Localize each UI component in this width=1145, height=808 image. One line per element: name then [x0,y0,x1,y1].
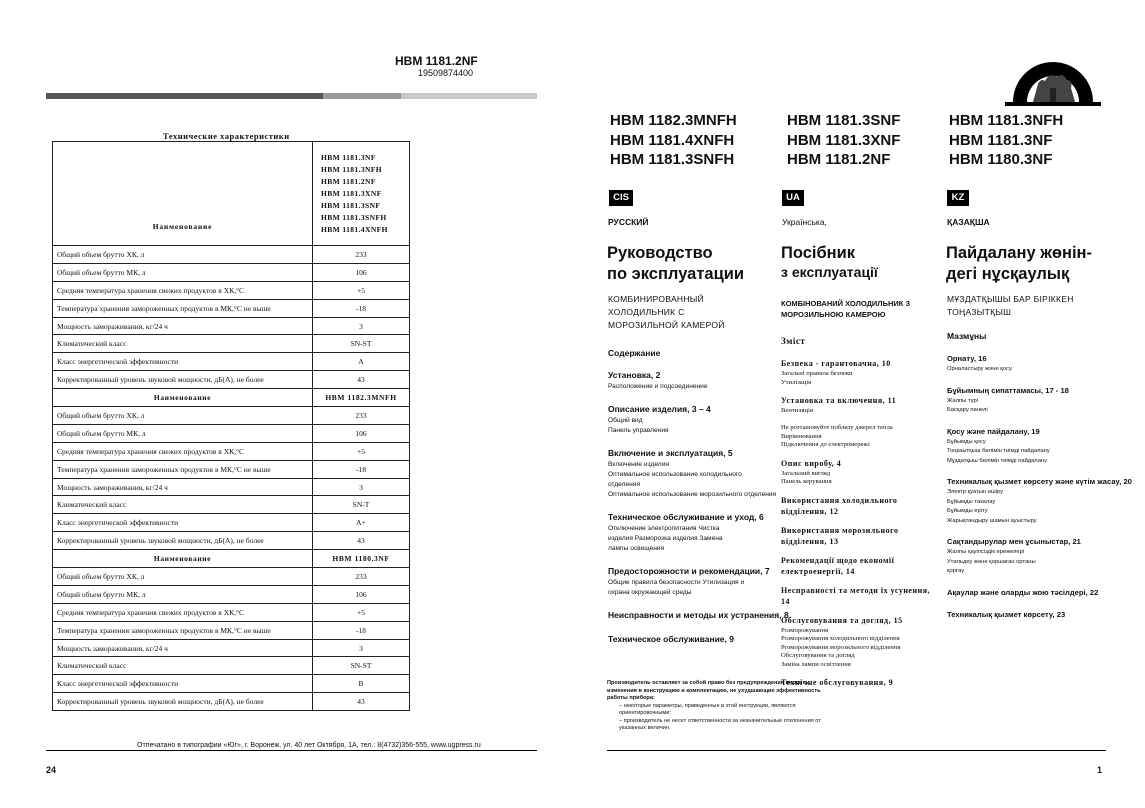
name-header-cell: Наименование [53,389,313,407]
model-name: HBM 1181.2NF [787,151,891,168]
toc-section-title: Включение и эксплуатация, 5 [608,448,733,458]
model-header-cell: HBM 1182.3MNFH [313,389,410,407]
table-row [53,675,410,693]
page-number-left: 24 [46,765,57,775]
contents-title-ru: Содержание [608,348,661,358]
toc-section-title: Техническое обслуживание, 9 [608,634,734,644]
toc-item: Басқару панелі [947,407,988,413]
table-row [53,371,410,389]
model-name: HBM 1181.3XNF [321,188,382,198]
toc-item: Вентиляція [781,407,813,414]
spec-label: Класс энергетической эффективности [53,514,313,532]
header-bar-light [401,93,537,99]
subtitle-line: ХОЛОДИЛЬНИК С [608,307,685,317]
model-name: HBM 1181.3NF [949,131,1053,149]
tag-ua: UA [782,190,804,206]
table-row [53,568,410,586]
spec-value: 233 [313,568,410,586]
spec-value: 106 [313,263,410,281]
language-ru: РУССКИЙ [608,217,649,227]
toc-section-title: Технічне обслуговування, 9 [781,678,894,687]
table-row [53,263,410,281]
toc-item: отделения [608,481,641,488]
toc-section-title: Опис виробу, 4 [781,458,842,468]
spec-value: -18 [313,299,410,317]
subtitle-ru [608,293,725,332]
toc-item: Бұйымды тазалау [947,498,996,505]
spec-value: 233 [313,407,410,425]
spec-label: Общий объем брутто МК, л [53,263,313,281]
toc-section-title: Бұйымның сипаттамасы, 17 - 18 [947,385,1069,395]
toc-section-title: Ақаулар және оларды жою тәсілдері, 22 [947,587,1099,597]
ozone-friendly-logo [1005,50,1101,110]
table-row [53,693,410,711]
toc-item: Отключение электропитания Чистка [608,525,720,532]
toc-item: Включение изделия [608,461,669,468]
table-header-row [53,550,410,568]
guide-title-line: Пайдалану жөнін- [946,244,1093,262]
toc-item: изделия Разморозка изделия Замена [608,535,723,542]
toc-item: Оптимальное использование морозильного отделения [608,491,777,498]
toc-item: қорғау [947,568,965,574]
guide-title-line: по эксплуатации [607,265,745,283]
toc-item: Общий вид [608,417,643,424]
spec-label: Мощность замораживания, кг/24 ч [53,639,313,657]
table-header-row [53,142,410,246]
spec-value: 43 [313,532,410,550]
models-cell [313,142,410,246]
header-bar-dark [46,93,323,99]
model-name: HBM 1181.3NFH [949,112,1064,129]
guide-title-kz [946,243,1092,285]
disclaimer-item: – некоторые параметры, приведенные в этой инструкции, являются ориентировочными; [619,702,796,716]
toc-item: Тоңазытқыш бөлімін тиімді пайдалану [947,448,1050,454]
table-row [53,585,410,603]
toc-section-title: Установка, 2 [608,370,661,380]
spec-value: -18 [313,621,410,639]
spec-value: SN-ST [313,657,410,675]
spec-label: Класс энергетической эффективности [53,675,313,693]
table-row [53,281,410,299]
tag-kz: KZ [947,190,969,206]
spec-value: A [313,353,410,371]
table-row [53,460,410,478]
toc-section-title: Сақтандырулар мен ұсыныстар, 21 [947,537,1081,546]
toc-item: Вирівнювання [781,432,822,440]
toc-item: Бұйымды қосу [947,438,986,445]
guide-title-line: Посібник [781,244,856,262]
model-header-cell: HBM 1180.3NF [313,550,410,568]
toc-section-title: Несправності та методи їх усунення, 14 [781,585,931,606]
table-row [53,442,410,460]
disclaimer-main: Производитель оставляет за собой право без предупреждения вносить изменения в конструкцию и комплектацию, не ухудшающие эффективность работы прибора: [607,680,821,701]
spec-label: Класс энергетической эффективности [53,353,313,371]
spec-label: Средняя температура хранения свежих продуктов в ХК,°С [53,442,313,460]
toc-item: Утильдеу және қоршаған ортаны [947,558,1036,565]
subtitle-line: МОРОЗИЛЬНОЙ КАМЕРОЙ [608,320,725,330]
toc-item: Панель керування [781,478,832,485]
model-name: HBM 1181.3XNF [787,131,901,149]
spec-table [52,141,410,711]
table-row [53,603,410,621]
toc-item: лампы освещения [608,545,665,552]
toc-item: Жалпы түрі [947,397,979,404]
spec-value: SN-ST [313,335,410,353]
toc-section-title: Орнату, 16 [947,354,987,363]
toc-section-title: Неисправности и методы их устранения, 8 [608,610,789,620]
spec-label: Климатический класс [53,335,313,353]
guide-title-line: дегі нұсқаулық [946,265,1070,283]
name-header-cell: Наименование [53,142,313,246]
model-name: HBM 1181.4XNFH [610,131,735,149]
toc-item: Панель управления [608,427,669,434]
toc-item: Загальні правила безпеки [781,370,853,377]
spec-label: Климатический класс [53,496,313,514]
toc-section-title: Техникалық қызмет көрсету, 23 [947,609,1066,619]
toc-section-title: Використання морозильного відділення, 13 [781,525,899,546]
table-row [53,299,410,317]
table-row [53,317,410,335]
disclaimer-item: – производитель не несет ответственности за незначительные отклонения от указанных величин. [619,717,821,731]
language-ua: Українська, [782,217,827,227]
toc-item: Общие правила безопасности Утилизация и [608,579,745,586]
toc-section-title: Безпека - гарантовачна, 10 [781,359,891,368]
spec-label: Общий объем брутто ХК, л [53,568,313,586]
table-header-row [53,389,410,407]
model-name: HBM 1181.4XNFH [321,224,388,234]
toc-section-title: Обслуговування та догляд, 15 [781,615,903,625]
model-name: HBM 1181.3SNFH [610,151,735,168]
toc-item: Расположение и подсоединение [608,383,708,390]
subtitle-ua [781,298,910,320]
spec-label: Температура хранения замороженных продуктов в МК,°С не выше [53,299,313,317]
spec-label: Температура хранения замороженных продуктов в МК,°С не выше [53,621,313,639]
spec-label: Температура хранения замороженных продуктов в МК,°С не выше [53,460,313,478]
table-row [53,532,410,550]
spec-value: A+ [313,514,410,532]
spec-value: +5 [313,281,410,299]
model-name: HBM 1181.2NF [321,176,376,186]
guide-title-ua [781,243,878,280]
toc-item: Утилізація [781,378,812,386]
toc-item: охрана окружающей среды [608,589,692,596]
table-row [53,496,410,514]
spec-label: Климатический класс [53,657,313,675]
spec-value: 43 [313,371,410,389]
model-code: 19509874400 [418,68,474,78]
tag-cis: CIS [609,190,633,206]
toc-item: Розморожування холодильного відділення [781,635,900,642]
model-name: HBM 1181.3NF [321,152,376,162]
table-row [53,657,410,675]
toc-item: Мұздатқыш бөлімін тиімді пайдалану [947,457,1048,464]
toc-item: Підключення до електромережі [781,441,870,448]
footer-rule-right [607,750,1106,751]
toc-section-title: Қосу және пайдалану, 19 [947,426,1040,436]
spec-value: -18 [313,460,410,478]
spec-value: B [313,675,410,693]
toc-section-title: Використання холодильного відділення, 12 [781,495,898,516]
name-header-cell: Наименование [53,550,313,568]
printer-footer: Отпечатано в типографии «Юг», г. Воронеж, ул. 40 лет Октября, 1А, тел.: 8(4732)356-555, www.ugpress.ru [137,742,481,749]
spec-value: +5 [313,442,410,460]
spec-label: Корректированный уровень звуковой мощности, дБ(A), не более [53,371,313,389]
model-name: HBM 1181.3SNF [321,200,381,210]
contents-title-ua: Зміст [781,336,806,346]
page-number-right: 1 [1096,765,1102,775]
header-bar-mid [323,93,401,99]
subtitle-line: МҰЗДАТҚЫШЫ БАР БІРІККЕН [947,294,1074,304]
toc-section-title: Техническое обслуживание и уход, 6 [608,512,764,522]
spec-label: Мощность замораживания, кг/24 ч [53,317,313,335]
spec-value: 106 [313,585,410,603]
spec-value: 106 [313,424,410,442]
models-col-2 [787,111,900,170]
spec-value: +5 [313,603,410,621]
toc-item: Розморожування [781,626,829,634]
table-row [53,639,410,657]
toc-item: Загальний вигляд [781,469,831,477]
spec-value: 3 [313,478,410,496]
spec-value: 43 [313,693,410,711]
spec-label: Общий объем брутто МК, л [53,585,313,603]
toc-section-title: Рекомендації щодо економії електроенергії, 14 [781,555,895,576]
table-row [53,335,410,353]
table-row [53,407,410,425]
language-kz: ҚАЗАҚША [947,217,990,227]
spec-label: Общий объем брутто ХК, л [53,407,313,425]
guide-title-line: з експлуатації [781,264,878,280]
toc-section-title: Установка та включення, 11 [781,396,897,405]
toc-item: Жарықтандыру шамын ауыстыру [947,517,1037,524]
spec-label: Средняя температура хранения свежих продуктов в ХК,°С [53,603,313,621]
table-row [53,246,410,264]
subtitle-line: МОРОЗИЛЬНОЮ КАМЕРОЮ [781,310,886,319]
subtitle-line: КОМБІНОВАНИЙ ХОЛОДИЛЬНИК З [781,299,911,308]
toc-item: Не розташовуйте поблизу джерел тепла [781,424,893,431]
spec-caption: Технические характеристики [163,131,290,141]
toc-item: Орналастыру және қосу [947,366,1012,372]
model-name: HBM 1180.3NF [949,151,1053,168]
guide-title-ru [607,243,744,285]
toc-item: Розморожування морозильного відділення [781,643,901,651]
spec-label: Корректированный уровень звуковой мощности, дБ(A), не более [53,693,313,711]
toc-item: Жалпы қауіпсіздік ережелері [947,549,1025,555]
model-list [317,152,405,236]
models-col-3 [949,111,1063,170]
subtitle-line: КОМБИНИРОВАННЫЙ [608,294,705,304]
toc-item: Обслуговування та догляд [781,652,855,659]
models-col-1 [610,111,737,170]
table-row [53,478,410,496]
spec-label: Средняя температура хранения свежих продуктов в ХК,°С [53,281,313,299]
toc-section-title: Описание изделия, 3 – 4 [608,404,711,414]
toc-section-title: Предосторожности и рекомендации, 7 [608,566,770,576]
spec-value: 3 [313,639,410,657]
toc-section-title: Техникалық қызмет көрсету және күтім жасау, 20 [947,477,1132,486]
model-name: HBM 1182.3MNFH [610,112,737,129]
spec-value: SN-T [313,496,410,514]
contents-title-kz: Мазмұны [947,331,987,341]
spec-label: Общий объем брутто ХК, л [53,246,313,264]
table-row [53,353,410,371]
spec-label: Корректированный уровень звуковой мощности, дБ(A), не более [53,532,313,550]
spec-label: Мощность замораживания, кг/24 ч [53,478,313,496]
model-name: HBM 1181.3NFH [321,164,383,174]
toc-item: Оптимальное использование холодильного [608,471,742,478]
spec-label: Общий объем брутто МК, л [53,424,313,442]
toc-item: Электр қуатын өшіру [947,489,1003,495]
table-row [53,514,410,532]
spec-value: 233 [313,246,410,264]
toc-item: Заміна лампи освітлення [781,660,851,668]
subtitle-line: ТОҢАЗЫТҚЫШ [947,307,1012,317]
model-title: HBM 1181.2NF [395,54,478,68]
subtitle-kz [947,293,1074,319]
model-name: HBM 1181.3SNFH [321,212,387,222]
footer-rule-left [46,750,537,751]
model-name: HBM 1181.3SNF [787,112,901,129]
table-row [53,424,410,442]
toc-item: Бұйымды еріту [947,508,988,514]
guide-title-line: Руководство [607,244,713,262]
table-row [53,621,410,639]
spec-value: 3 [313,317,410,335]
